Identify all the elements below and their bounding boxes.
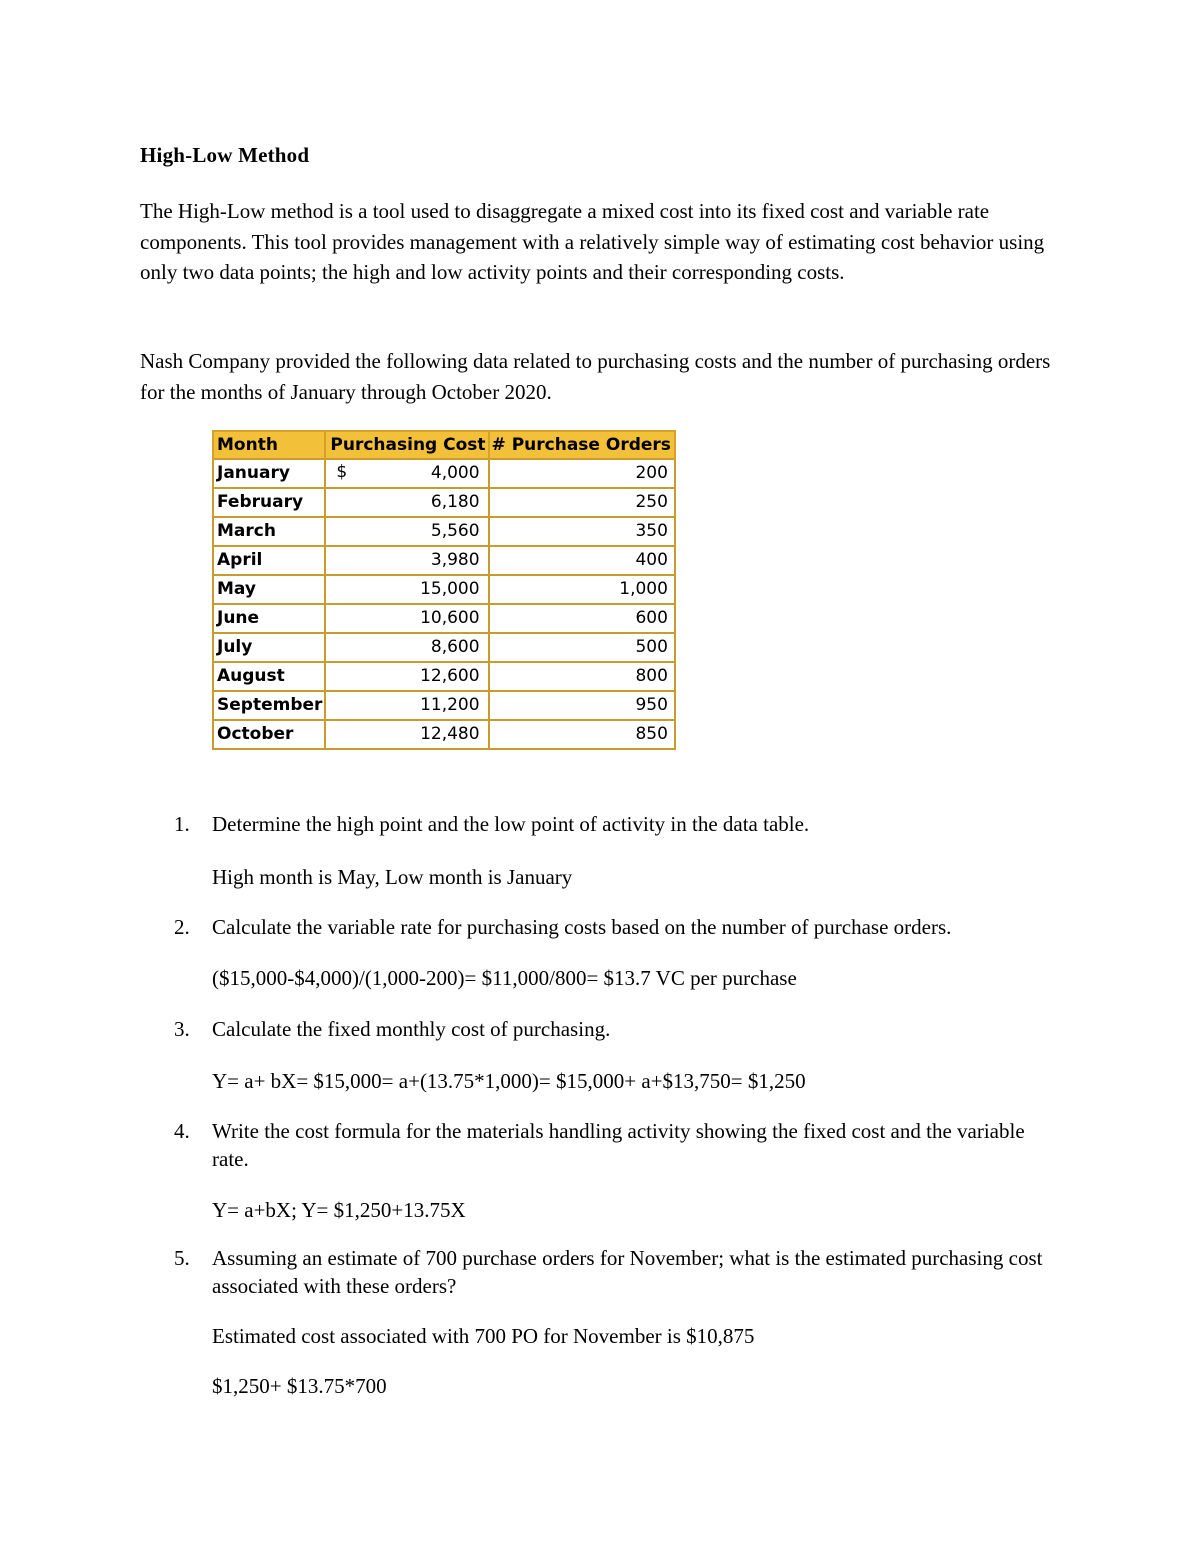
table-body (213, 459, 675, 749)
cost-value: 12,600 (420, 666, 480, 686)
question-text: Assuming an estimate of 700 purchase orders for November; what is the estimated purchasing cost associated with these orders? (212, 1246, 1043, 1298)
table-row (213, 720, 675, 749)
cell-purchasing-cost (325, 633, 488, 662)
answer-text: Y= a+bX; Y= $1,250+13.75X (212, 1198, 466, 1222)
answer-text: Estimated cost associated with 700 PO for November is $10,875 (212, 1324, 755, 1348)
table-row (213, 691, 675, 720)
cell-purchasing-cost (325, 720, 488, 749)
question-number: 1. (174, 812, 190, 836)
currency-symbol: $ (336, 462, 348, 482)
table-header-row (213, 431, 675, 459)
cell-purchase-orders: 500 (489, 633, 675, 662)
answer-text: High month is May, Low month is January (212, 865, 573, 889)
cell-purchase-orders: 250 (489, 488, 675, 517)
table-row (213, 575, 675, 604)
cost-value: 3,980 (430, 550, 480, 570)
cell-purchase-orders: 600 (489, 604, 675, 633)
cost-value: 8,600 (430, 637, 480, 657)
answer-text: ($15,000-$4,000)/(1,000-200)= $11,000/800= $13.7 VC per purchase (212, 966, 797, 990)
cell-purchasing-cost (325, 662, 488, 691)
question-number: 4. (174, 1119, 190, 1143)
data-description-paragraph: Nash Company provided the following data related to purchasing costs and the number of purchasing orders for the months of January through October 2020. (140, 349, 1051, 404)
cost-value: 10,600 (420, 608, 480, 628)
cost-value: 11,200 (420, 695, 480, 715)
question-text: Determine the high point and the low point of activity in the data table. (212, 812, 810, 836)
cell-purchase-orders: 200 (489, 459, 675, 488)
cost-value: 6,180 (430, 492, 480, 512)
question-text: Write the cost formula for the materials handling activity showing the fixed cost and the variable rate. (212, 1119, 1025, 1171)
cell-month: April (213, 546, 325, 575)
document-title: High-Low Method (140, 143, 310, 167)
cost-value: 5,560 (430, 521, 480, 541)
cell-month: July (213, 633, 325, 662)
table-row (213, 517, 675, 546)
table-row (213, 488, 675, 517)
cell-purchase-orders: 800 (489, 662, 675, 691)
cell-purchasing-cost (325, 488, 488, 517)
cell-purchase-orders: 950 (489, 691, 675, 720)
question-number: 2. (174, 915, 190, 939)
question-number: 5. (174, 1246, 190, 1270)
cell-purchasing-cost (325, 546, 488, 575)
cell-month: October (213, 720, 325, 749)
cell-purchasing-cost (325, 459, 488, 488)
cell-purchase-orders: 400 (489, 546, 675, 575)
cell-purchasing-cost (325, 604, 488, 633)
table-row (213, 633, 675, 662)
cell-month: June (213, 604, 325, 633)
cell-month: September (213, 691, 325, 720)
cell-month: August (213, 662, 325, 691)
question-number: 3. (174, 1017, 190, 1041)
table-row (213, 662, 675, 691)
column-header-purchasing-cost: Purchasing Cost (325, 431, 488, 459)
column-header-month: Month (213, 431, 325, 459)
cell-month: May (213, 575, 325, 604)
cell-purchase-orders: 850 (489, 720, 675, 749)
cell-month: January (213, 459, 325, 488)
cell-purchasing-cost (325, 691, 488, 720)
question-text: Calculate the variable rate for purchasing costs based on the number of purchase orders. (212, 915, 952, 939)
cell-purchasing-cost (325, 517, 488, 546)
cell-month: March (213, 517, 325, 546)
answer-text: $1,250+ $13.75*700 (212, 1374, 387, 1398)
cell-month: February (213, 488, 325, 517)
answer-text: Y= a+ bX= $15,000= a+(13.75*1,000)= $15,000+ a+$13,750= $1,250 (212, 1069, 806, 1093)
cell-purchasing-cost (325, 575, 488, 604)
cost-value: 12,480 (420, 724, 480, 744)
question-text: Calculate the fixed monthly cost of purchasing. (212, 1017, 611, 1041)
table-row (213, 546, 675, 575)
cell-purchase-orders: 350 (489, 517, 675, 546)
intro-paragraph: The High-Low method is a tool used to disaggregate a mixed cost into its fixed cost and variable rate components. This tool provides management with a relatively simple way of estimating cost behavior using only two data points; the high and low activity points and their corresponding costs. (140, 199, 1045, 284)
cell-purchase-orders: 1,000 (489, 575, 675, 604)
data-table-container (212, 430, 676, 750)
cost-value: 15,000 (420, 579, 480, 599)
cost-value: 4,000 (430, 463, 480, 483)
purchasing-data-table (212, 430, 676, 750)
table-row (213, 459, 675, 488)
table-row (213, 604, 675, 633)
column-header-purchase-orders: # Purchase Orders (489, 431, 675, 459)
